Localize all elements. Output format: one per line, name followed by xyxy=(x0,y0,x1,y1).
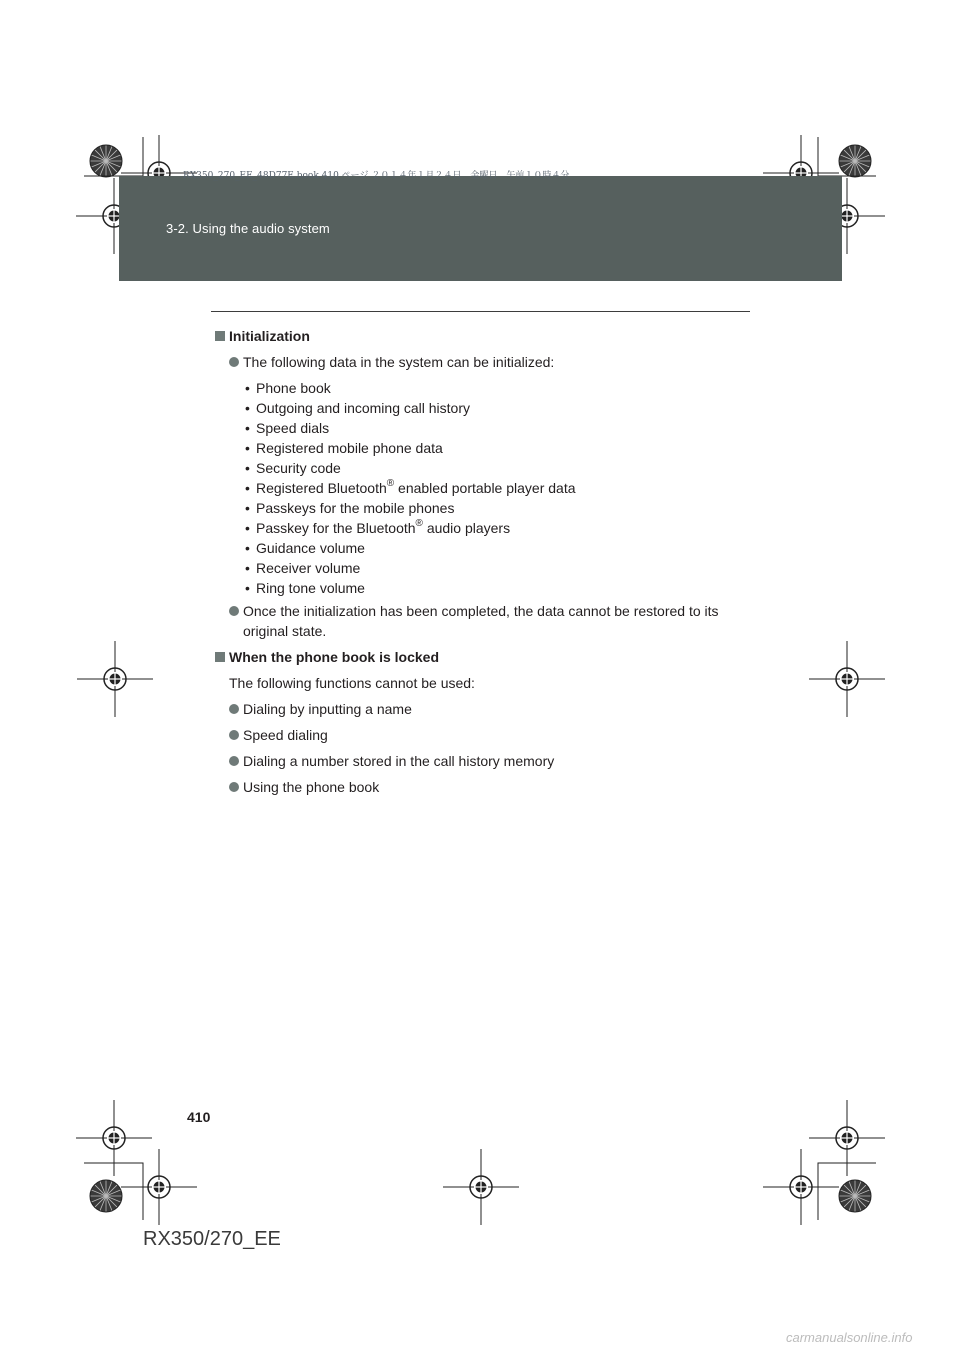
color-bar-burst-icon xyxy=(839,1180,871,1212)
color-bar-burst-icon xyxy=(90,1180,122,1212)
crosshair-mark-icon xyxy=(809,1100,885,1176)
bullet-item: The following data in the system can be initialized: xyxy=(215,352,745,372)
crosshair-mark-icon xyxy=(76,1100,152,1176)
crosshair-mark-icon xyxy=(77,641,153,717)
list-item: • Phone book xyxy=(245,380,331,396)
crosshair-mark-icon xyxy=(443,1149,519,1225)
list-item: • Ring tone volume xyxy=(245,580,365,596)
heading-initialization: Initialization xyxy=(215,326,745,346)
color-bar-burst-icon xyxy=(90,145,122,177)
bullet-item: Once the initialization has been completed, the data cannot be restored to its original state. xyxy=(215,601,745,641)
crosshair-mark-icon xyxy=(809,641,885,717)
watermark: carmanualsonline.info xyxy=(786,1330,913,1345)
page-content xyxy=(215,326,745,803)
round-bullet-icon xyxy=(229,606,239,616)
section-rule xyxy=(211,311,750,312)
initialization-data-list xyxy=(215,378,745,598)
list-item: • Passkeys for the mobile phones xyxy=(245,500,455,516)
list-item: • Registered Bluetooth® enabled portable player data xyxy=(245,478,576,496)
intro-text: The following functions cannot be used: xyxy=(229,675,475,691)
round-bullet-icon xyxy=(229,730,239,740)
bullet-item: Using the phone book xyxy=(215,777,745,797)
heading-phone-book-locked: When the phone book is locked xyxy=(215,647,745,667)
round-bullet-icon xyxy=(229,782,239,792)
list-item: • Guidance volume xyxy=(245,540,365,556)
color-bar-burst-icon xyxy=(839,145,871,177)
list-item: • Outgoing and incoming call history xyxy=(245,400,471,416)
section-label: 3-2. Using the audio system xyxy=(166,221,330,236)
bullet-item: Dialing by inputting a name xyxy=(215,699,745,719)
crosshair-mark-icon xyxy=(121,1149,197,1225)
list-item: • Speed dials xyxy=(245,420,330,436)
square-bullet-icon xyxy=(215,652,225,662)
round-bullet-icon xyxy=(229,704,239,714)
bullet-item: Speed dialing xyxy=(215,725,745,745)
model-code: RX350/270_EE xyxy=(143,1228,281,1250)
square-bullet-icon xyxy=(215,331,225,341)
list-item: • Passkey for the Bluetooth® audio players xyxy=(245,518,511,536)
list-item: • Receiver volume xyxy=(245,560,361,576)
round-bullet-icon xyxy=(229,357,239,367)
list-item: • Security code xyxy=(245,460,341,476)
round-bullet-icon xyxy=(229,756,239,766)
crosshair-mark-icon xyxy=(763,1149,839,1225)
list-item: • Registered mobile phone data xyxy=(245,440,443,456)
print-info: RX350_270_EE_48D77E.book 410 ページ ２０１４年１月２４日 金曜日 午前１０時４分 xyxy=(183,171,570,181)
page-number: 410 xyxy=(187,1109,211,1125)
bullet-item: Dialing a number stored in the call history memory xyxy=(215,751,745,771)
